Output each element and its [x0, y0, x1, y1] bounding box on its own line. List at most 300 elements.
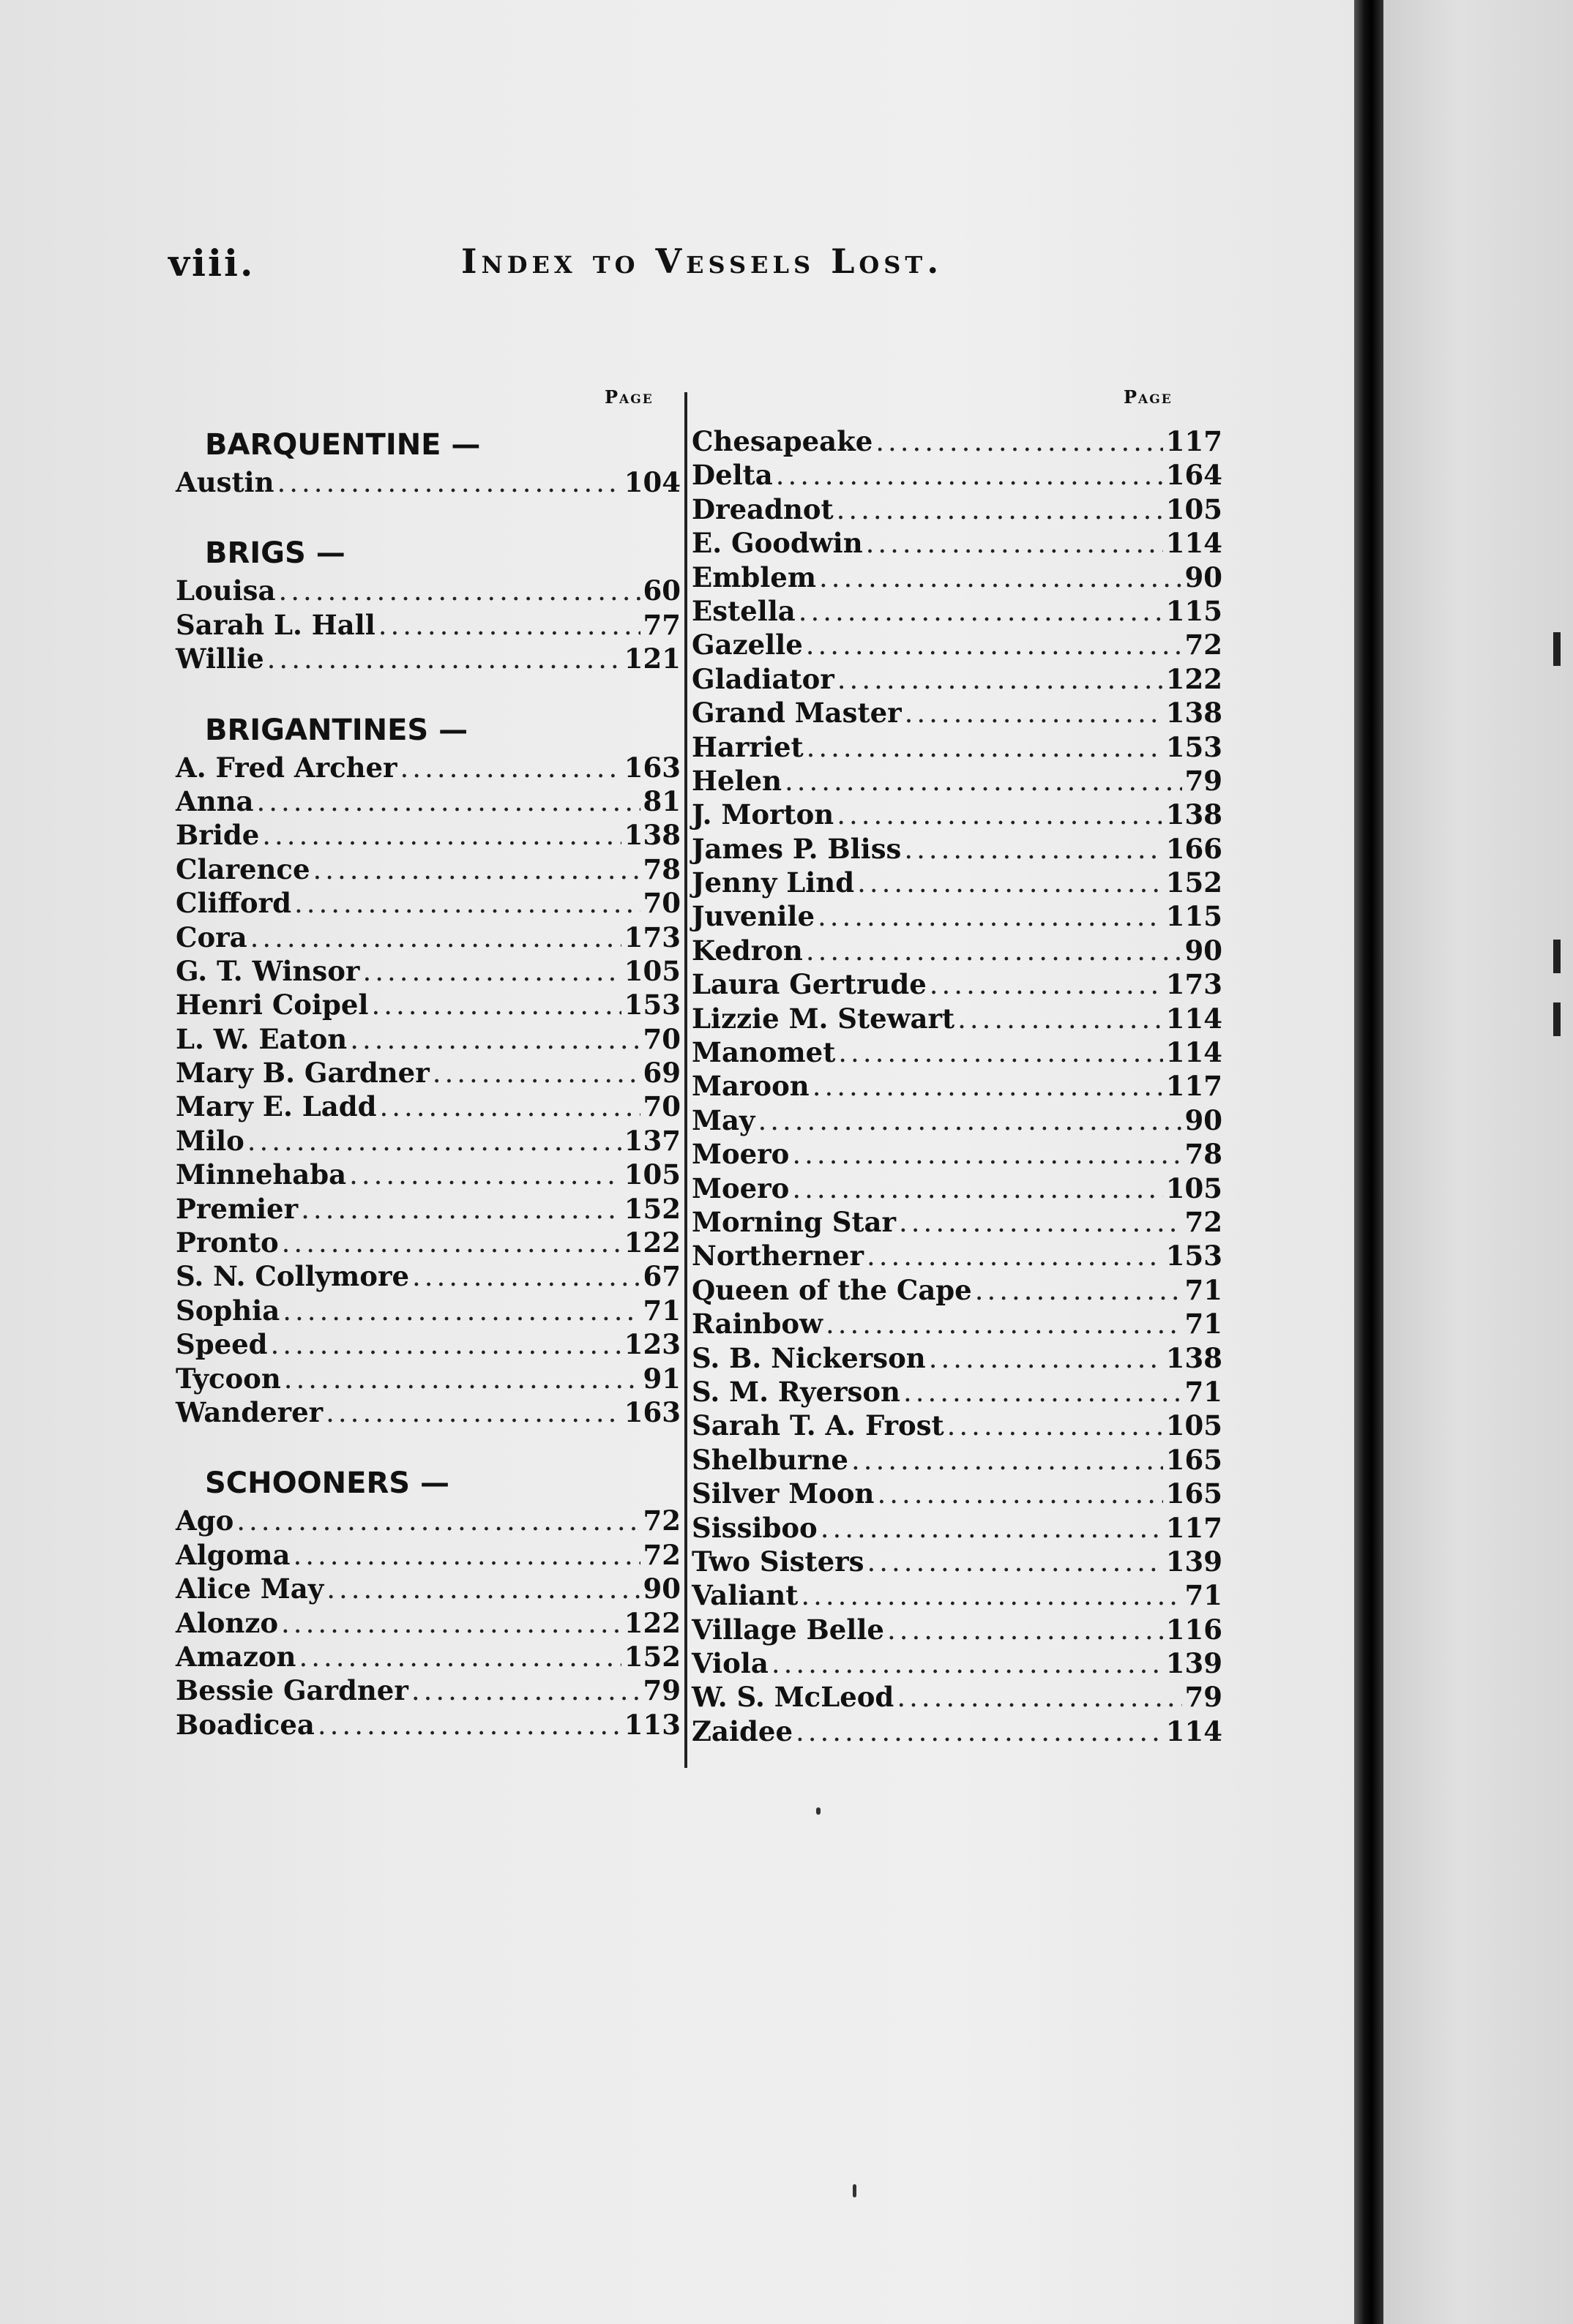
- page-number: 138: [1165, 1341, 1222, 1374]
- page-folio: viii.: [168, 241, 255, 285]
- index-entry: [176, 784, 681, 818]
- vessel-type-heading: SCHOONERS —: [205, 1466, 449, 1501]
- page-number: 105: [624, 1158, 681, 1191]
- vessel-name: Clarence: [176, 852, 310, 885]
- index-entry: [692, 1035, 1222, 1069]
- page-number: 153: [1165, 1240, 1222, 1272]
- page-number: 90: [1184, 1103, 1222, 1136]
- vessel-name: Gladiator: [692, 662, 834, 695]
- vessel-name: Premier: [176, 1192, 299, 1225]
- index-entry: [176, 1226, 681, 1259]
- dot-leader: [771, 1647, 1163, 1681]
- page-number: 164: [1165, 459, 1222, 492]
- page-number: 72: [1184, 629, 1222, 661]
- index-entry: [176, 852, 681, 886]
- index-entry: [692, 1069, 1222, 1103]
- vessel-type-group: [176, 710, 681, 1430]
- dot-leader: [866, 527, 1163, 561]
- dot-leader: [905, 697, 1163, 730]
- index-entry: [176, 1606, 681, 1640]
- dot-leader: [277, 466, 621, 500]
- index-entry: [692, 1172, 1222, 1205]
- index-entry: [176, 608, 681, 642]
- index-entry: [692, 1307, 1222, 1341]
- page-number: 165: [1165, 1443, 1222, 1476]
- dot-leader: [411, 1674, 640, 1708]
- index-entry: [176, 1022, 681, 1056]
- dot-leader: [897, 1681, 1181, 1714]
- dot-leader: [299, 1641, 621, 1674]
- page-number: 60: [643, 574, 681, 607]
- index-entry: [176, 954, 681, 988]
- vessel-name: Mary E. Ladd: [176, 1090, 377, 1123]
- page-number: 116: [1165, 1613, 1222, 1646]
- index-entry: [176, 574, 681, 607]
- page-number: 105: [1165, 1409, 1222, 1442]
- vessel-name: Clifford: [176, 887, 291, 920]
- adjacent-page-edge: [1383, 0, 1573, 2324]
- vessel-name: Laura Gertrude: [692, 968, 927, 1001]
- page-number: 90: [643, 1573, 681, 1605]
- page-number: 77: [643, 608, 681, 641]
- vessel-type-group: [176, 533, 681, 675]
- dot-leader: [796, 1715, 1163, 1749]
- page-number: 67: [643, 1260, 681, 1293]
- vessel-name: Sarah L. Hall: [176, 608, 375, 641]
- page-number: 139: [1165, 1647, 1222, 1680]
- page-number: 138: [624, 819, 681, 852]
- dot-leader: [801, 1579, 1181, 1613]
- page-number: 163: [624, 751, 681, 784]
- dot-leader: [799, 595, 1163, 629]
- right-column: [692, 424, 1222, 1748]
- vessel-name: Emblem: [692, 561, 816, 593]
- vessel-name: Two Sisters: [692, 1545, 864, 1578]
- dot-leader: [821, 1512, 1163, 1545]
- vessel-name: J. Morton: [692, 798, 834, 831]
- page-number: 70: [643, 887, 681, 920]
- vessel-name: A. Fred Archer: [176, 751, 397, 784]
- dot-leader: [281, 1607, 621, 1641]
- vessel-name: Amazon: [176, 1640, 296, 1673]
- dot-leader: [838, 1036, 1162, 1070]
- page-number: 78: [1184, 1138, 1222, 1171]
- vessel-type-heading: BARQUENTINE —: [205, 428, 481, 462]
- page-number: 138: [1165, 798, 1222, 831]
- page-number: 105: [1165, 1172, 1222, 1204]
- dot-leader: [857, 866, 1163, 900]
- vessel-name: Manomet: [692, 1036, 836, 1069]
- index-entry: [692, 1409, 1222, 1442]
- index-entry: [692, 1239, 1222, 1272]
- index-entry: [692, 662, 1222, 696]
- vessel-name: Austin: [176, 466, 274, 498]
- index-entry: [692, 458, 1222, 492]
- vessel-name: James P. Bliss: [692, 832, 902, 865]
- page-number: 71: [643, 1294, 681, 1327]
- index-entry: [176, 1192, 681, 1226]
- dot-leader: [326, 1573, 640, 1606]
- vessel-name: Minnehaba: [176, 1158, 347, 1191]
- vessel-name: Viola: [692, 1647, 769, 1680]
- index-entry: [176, 1158, 681, 1191]
- page-number: 163: [624, 1395, 681, 1428]
- vessel-name: Jenny Lind: [692, 866, 855, 899]
- dot-leader: [837, 798, 1163, 832]
- vessel-name: Kedron: [692, 934, 803, 967]
- dot-leader: [284, 1362, 640, 1396]
- index-entry: [176, 1090, 681, 1123]
- page-number: 104: [624, 466, 681, 498]
- vessel-name: Chesapeake: [692, 425, 873, 457]
- index-entry: [176, 988, 681, 1022]
- page-number: 78: [643, 852, 681, 885]
- index-entry: [176, 1708, 681, 1742]
- dot-leader: [812, 1070, 1163, 1103]
- vessel-name: May: [692, 1103, 755, 1136]
- vessel-name: Sophia: [176, 1294, 280, 1327]
- index-entry: [692, 730, 1222, 764]
- index-entry: [692, 1341, 1222, 1375]
- dot-leader: [349, 1158, 621, 1192]
- page-number: 117: [1165, 1070, 1222, 1103]
- page-edge-mark: [1553, 1002, 1561, 1036]
- column-divider: [684, 392, 687, 1768]
- page-number: 153: [624, 989, 681, 1022]
- dot-leader: [758, 1104, 1181, 1138]
- page-number: 153: [1165, 730, 1222, 763]
- vessel-type-heading: BRIGS —: [205, 536, 345, 571]
- dot-leader: [271, 1328, 621, 1362]
- page-number: 152: [624, 1640, 681, 1673]
- index-entry: [692, 628, 1222, 661]
- index-entry: [692, 1511, 1222, 1545]
- vessel-name: Anna: [176, 784, 254, 817]
- index-entry: [692, 1375, 1222, 1409]
- dot-leader: [293, 1539, 640, 1573]
- dot-leader: [313, 853, 640, 887]
- vessel-name: Gazelle: [692, 629, 803, 661]
- right-page-column-label: Page: [1124, 386, 1173, 408]
- dot-leader: [806, 934, 1182, 968]
- page-number: 165: [1165, 1477, 1222, 1510]
- dot-leader: [867, 1240, 1163, 1273]
- index-entry: [176, 1124, 681, 1158]
- index-entry: [176, 1362, 681, 1395]
- vessel-name: Boadicea: [176, 1708, 315, 1741]
- page-number: 117: [1165, 425, 1222, 457]
- index-entry: [692, 526, 1222, 560]
- vessel-name: Zaidee: [692, 1714, 793, 1747]
- vessel-name: Louisa: [176, 574, 276, 607]
- page-number: 90: [1184, 561, 1222, 593]
- dot-leader: [278, 574, 640, 608]
- vessel-name: S. N. Collymore: [176, 1260, 409, 1293]
- dot-leader: [412, 1260, 640, 1294]
- dot-leader: [818, 900, 1163, 934]
- dot-leader: [400, 751, 621, 785]
- print-speck: [853, 2184, 856, 2197]
- dot-leader: [867, 1545, 1162, 1579]
- dot-leader: [792, 1172, 1162, 1206]
- dot-leader: [837, 493, 1163, 527]
- page-number: 105: [624, 954, 681, 987]
- dot-leader: [371, 989, 621, 1022]
- dot-leader: [807, 731, 1163, 765]
- page-number: 117: [1165, 1511, 1222, 1544]
- dot-leader: [826, 1308, 1182, 1341]
- page-number: 166: [1165, 832, 1222, 865]
- index-entry: [176, 1640, 681, 1673]
- index-entry: [176, 1294, 681, 1327]
- vessel-name: Tycoon: [176, 1362, 281, 1395]
- index-entry: [692, 1578, 1222, 1612]
- vessel-name: Valiant: [692, 1579, 799, 1612]
- vessel-name: L. W. Eaton: [176, 1022, 348, 1055]
- page-number: 79: [643, 1674, 681, 1707]
- dot-leader: [378, 609, 640, 642]
- dot-leader: [930, 968, 1163, 1002]
- page-edge-mark: [1553, 632, 1561, 666]
- vessel-name: Bessie Gardner: [176, 1674, 408, 1707]
- page-number: 173: [624, 921, 681, 953]
- page-number: 114: [1165, 527, 1222, 560]
- vessel-name: Silver Moon: [692, 1477, 875, 1510]
- index-entry: [692, 1477, 1222, 1510]
- index-entry: [692, 492, 1222, 526]
- dot-leader: [350, 1023, 640, 1057]
- dot-leader: [887, 1613, 1163, 1647]
- index-entry: [692, 1103, 1222, 1137]
- page-number: 123: [624, 1328, 681, 1361]
- vessel-name: Cora: [176, 921, 247, 953]
- dot-leader: [380, 1090, 640, 1124]
- page-number: 121: [624, 642, 681, 675]
- vessel-type-heading: BRIGANTINES —: [205, 713, 468, 747]
- book-gutter: [1354, 0, 1383, 2324]
- page-number: 113: [624, 1708, 681, 1741]
- dot-leader: [904, 833, 1162, 866]
- index-entry: [692, 561, 1222, 594]
- page-number: 81: [643, 784, 681, 817]
- index-entry: [176, 1327, 681, 1361]
- page-number: 115: [1165, 594, 1222, 627]
- index-entry: [692, 1545, 1222, 1578]
- index-entry: [692, 1714, 1222, 1748]
- vessel-name: Sissiboo: [692, 1511, 818, 1544]
- dot-leader: [301, 1193, 621, 1226]
- page-number: 114: [1165, 1036, 1222, 1069]
- vessel-name: Harriet: [692, 730, 804, 763]
- dot-leader: [792, 1138, 1181, 1172]
- page-number: 72: [643, 1504, 681, 1537]
- page-number: 72: [643, 1538, 681, 1571]
- index-entry: [692, 832, 1222, 866]
- index-entry: [692, 1137, 1222, 1171]
- left-page-column-label: Page: [605, 386, 654, 408]
- dot-leader: [433, 1057, 640, 1090]
- page-number: 91: [643, 1362, 681, 1395]
- vessel-name: Northerner: [692, 1240, 864, 1272]
- vessel-name: Pronto: [176, 1226, 279, 1259]
- index-entry: [176, 751, 681, 784]
- dot-leader: [294, 887, 640, 921]
- dot-leader: [236, 1504, 640, 1538]
- dot-leader: [837, 663, 1163, 697]
- dot-leader: [267, 642, 621, 676]
- page-number: 90: [1184, 934, 1222, 967]
- index-entry: [692, 934, 1222, 967]
- vessel-name: Speed: [176, 1328, 268, 1361]
- dot-leader: [256, 785, 640, 819]
- vessel-name: Algoma: [176, 1538, 291, 1571]
- vessel-name: Henri Coipel: [176, 989, 369, 1022]
- index-entry: [692, 764, 1222, 798]
- index-entry: [692, 1002, 1222, 1035]
- page-number: 70: [643, 1022, 681, 1055]
- dot-leader: [318, 1709, 621, 1742]
- index-entry: [176, 1259, 681, 1293]
- index-entry: [176, 1673, 681, 1707]
- vessel-name: Bride: [176, 819, 260, 852]
- page-number: 71: [1184, 1273, 1222, 1306]
- index-entry: [692, 1646, 1222, 1680]
- dot-leader: [899, 1206, 1181, 1240]
- index-entry: [176, 1056, 681, 1090]
- page-number: 122: [624, 1226, 681, 1259]
- page-number: 122: [1165, 662, 1222, 695]
- vessel-name: S. B. Nickerson: [692, 1341, 926, 1374]
- vessel-name: Morning Star: [692, 1205, 897, 1238]
- vessel-name: E. Goodwin: [692, 527, 863, 560]
- vessel-name: W. S. McLeod: [692, 1681, 894, 1714]
- vessel-name: Moero: [692, 1172, 790, 1204]
- index-entry: [692, 1680, 1222, 1714]
- index-entry: [176, 1395, 681, 1429]
- vessel-name: Dreadnot: [692, 492, 834, 525]
- vessel-name: Moero: [692, 1138, 790, 1171]
- page-number: 152: [1165, 866, 1222, 899]
- dot-leader: [903, 1376, 1182, 1409]
- page-number: 115: [1165, 900, 1222, 933]
- page-number: 114: [1165, 1002, 1222, 1035]
- vessel-name: Maroon: [692, 1070, 810, 1103]
- vessel-name: Willie: [176, 642, 264, 675]
- index-entry: [176, 465, 681, 499]
- page-edge-mark: [1553, 940, 1561, 973]
- vessel-name: Village Belle: [692, 1613, 884, 1646]
- vessel-name: S. M. Ryerson: [692, 1375, 900, 1408]
- page-number: 71: [1184, 1579, 1222, 1612]
- page-number: 173: [1165, 968, 1222, 1001]
- vessel-name: Ago: [176, 1504, 234, 1537]
- page-number: 114: [1165, 1714, 1222, 1747]
- vessel-name: Estella: [692, 594, 796, 627]
- dot-leader: [326, 1396, 621, 1430]
- page-number: 137: [624, 1124, 681, 1157]
- dot-leader: [283, 1294, 640, 1328]
- dot-leader: [947, 1409, 1163, 1443]
- dot-leader: [975, 1274, 1182, 1308]
- page-number: 138: [1165, 697, 1222, 730]
- index-entry: [692, 798, 1222, 831]
- vessel-name: G. T. Winsor: [176, 954, 360, 987]
- dot-leader: [851, 1444, 1163, 1477]
- dot-leader: [262, 819, 621, 852]
- dot-leader: [806, 629, 1182, 662]
- index-entry: [176, 642, 681, 675]
- index-entry: [176, 1572, 681, 1605]
- page-number: 122: [624, 1606, 681, 1639]
- dot-leader: [877, 1477, 1162, 1511]
- dot-leader: [250, 921, 621, 955]
- dot-leader: [282, 1226, 621, 1260]
- index-entry: [692, 696, 1222, 730]
- page-number: 70: [643, 1090, 681, 1123]
- vessel-name: Mary B. Gardner: [176, 1057, 430, 1090]
- page-number: 139: [1165, 1545, 1222, 1578]
- page-number: 69: [643, 1057, 681, 1090]
- dot-leader: [776, 459, 1163, 492]
- index-entry: [692, 967, 1222, 1001]
- vessel-name: Rainbow: [692, 1308, 823, 1341]
- vessel-name: Queen of the Cape: [692, 1273, 972, 1306]
- index-entry: [692, 1443, 1222, 1477]
- vessel-type-group: [176, 1463, 681, 1742]
- index-entry: [176, 1504, 681, 1537]
- page-number: 79: [1184, 1681, 1222, 1714]
- index-entry: [692, 424, 1222, 458]
- index-entry: [176, 921, 681, 954]
- vessel-name: Shelburne: [692, 1443, 848, 1476]
- vessel-name: Wanderer: [176, 1395, 324, 1428]
- index-entry: [692, 866, 1222, 899]
- index-entry: [692, 1205, 1222, 1239]
- page-number: 79: [1184, 764, 1222, 797]
- left-column: [176, 424, 681, 1775]
- dot-leader: [362, 955, 621, 989]
- vessel-type-group: [176, 424, 681, 499]
- vessel-name: Lizzie M. Stewart: [692, 1002, 955, 1035]
- page-header: [168, 241, 1266, 285]
- vessel-name: Sarah T. A. Frost: [692, 1409, 944, 1442]
- index-entry: [692, 899, 1222, 933]
- dot-leader: [819, 561, 1182, 595]
- page-number: 105: [1165, 492, 1222, 525]
- page-number: 71: [1184, 1308, 1222, 1341]
- page-number: 71: [1184, 1375, 1222, 1408]
- dot-leader: [929, 1342, 1163, 1376]
- vessel-name: Grand Master: [692, 697, 902, 730]
- vessel-name: Delta: [692, 459, 773, 492]
- dot-leader: [247, 1125, 621, 1158]
- print-speck: [816, 1807, 821, 1815]
- index-entry: [176, 886, 681, 920]
- vessel-name: Alonzo: [176, 1606, 279, 1639]
- index-entry: [176, 1538, 681, 1572]
- index-entry: [692, 1613, 1222, 1646]
- running-title: Index to Vessels Lost.: [461, 241, 944, 281]
- vessel-name: Alice May: [176, 1573, 324, 1605]
- vessel-name: Juvenile: [692, 900, 815, 933]
- page-number: 152: [624, 1192, 681, 1225]
- index-entry: [692, 1273, 1222, 1307]
- page-number: 72: [1184, 1205, 1222, 1238]
- dot-leader: [785, 765, 1182, 798]
- index-entry: [692, 594, 1222, 628]
- dot-leader: [875, 425, 1163, 459]
- index-entry: [176, 818, 681, 852]
